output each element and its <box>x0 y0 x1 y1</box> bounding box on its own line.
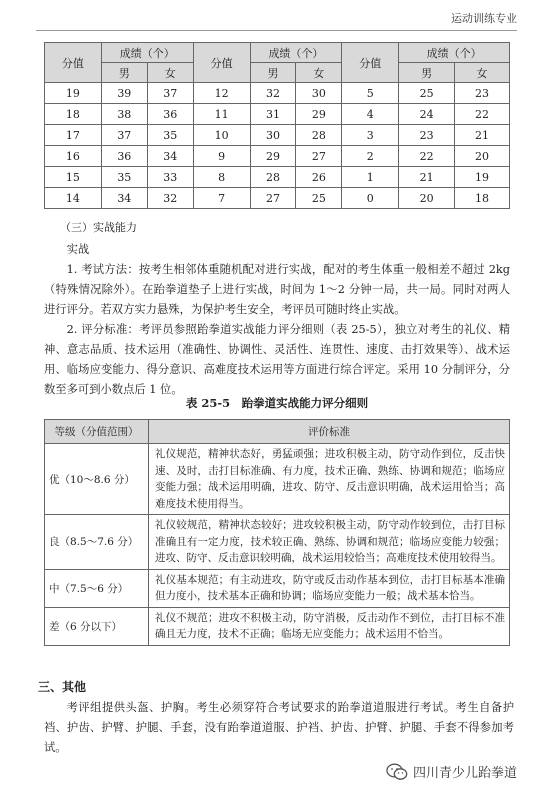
wechat-icon <box>386 763 408 781</box>
table-row <box>45 515 510 570</box>
table-cell: 19 <box>45 83 102 104</box>
table-cell: 36 <box>147 104 193 125</box>
female-header: 女 <box>455 63 510 83</box>
table-cell: 33 <box>147 167 193 188</box>
table-cell: 24 <box>399 104 455 125</box>
table-cell: 34 <box>147 146 193 167</box>
table-cell: 30 <box>296 83 342 104</box>
score-header: 分值 <box>342 43 399 83</box>
criteria-cell: 礼仪规范，精神状态好，勇猛顽强；进攻积极主动，防守动作到位，反击快速、及时，击打目标准确、有力度，技术正确、熟练、协调和规范；临场应变能力强；战术运用明确，进攻、防守、反击意识明确，战术运用恰当；高难度技术使用得当。 <box>149 444 510 515</box>
table-cell: 35 <box>147 125 193 146</box>
table-cell: 30 <box>250 125 296 146</box>
table-cell: 32 <box>147 188 193 209</box>
score-header: 分值 <box>193 43 250 83</box>
table-cell: 1 <box>342 167 399 188</box>
result-header: 成绩（个） <box>399 43 510 63</box>
table-cell: 3 <box>342 125 399 146</box>
paragraph-combat: 实战 <box>66 243 90 256</box>
paragraph-criteria: 2. 评分标准：考评员参照跆拳道实战能力评分细则（表 25-5），独立对考生的礼仪、精神、意志品质、技术运用（准确性、协调性、灵活性、连贯性、速度、击打效果等）、战术运用、临场应变能力、得分意识、高难度技术运用等方面进行综合评定。采用 10 分制评分，分数至多可到小数点后 1 位。 <box>44 323 510 396</box>
result-header: 成绩（个） <box>250 43 342 63</box>
watermark <box>382 760 521 783</box>
grade-header: 等级（分值范围） <box>45 420 149 444</box>
table-cell: 21 <box>399 167 455 188</box>
criteria-cell: 礼仪基本规范；有主动进攻，防守或反击动作基本到位，击打目标基本准确但力度小，技术基本正确和协调；临场应变能力一般；战术基本恰当。 <box>149 569 510 607</box>
table-row <box>45 188 510 209</box>
criteria-header: 评价标准 <box>149 420 510 444</box>
table-cell: 7 <box>193 188 250 209</box>
grade-cell: 差（6 分以下） <box>45 607 149 645</box>
evaluation-table <box>44 419 510 646</box>
table-cell: 5 <box>342 83 399 104</box>
running-header: 运动训练专业 <box>451 12 517 25</box>
criteria-cell: 礼仪较规范，精神状态较好；进攻较积极主动，防守动作较到位，击打目标准确且有一定力度，技术较正确、熟练、协调和规范；临场应变能力较强；进攻、防守、反击意识较明确，战术运用较恰当；高难度技术使用较得当。 <box>149 515 510 570</box>
table-cell: 2 <box>342 146 399 167</box>
evaluation-table-body <box>45 444 510 646</box>
table-cell: 12 <box>193 83 250 104</box>
table-cell: 19 <box>455 167 510 188</box>
table-cell: 14 <box>45 188 102 209</box>
table-cell: 18 <box>455 188 510 209</box>
table-cell: 26 <box>296 167 342 188</box>
table-cell: 29 <box>250 146 296 167</box>
score-table-body <box>45 83 510 209</box>
table-row <box>45 167 510 188</box>
female-header: 女 <box>147 63 193 83</box>
watermark-text: 四川青少儿跆拳道 <box>412 766 517 781</box>
table-cell: 25 <box>399 83 455 104</box>
table-cell: 38 <box>101 104 147 125</box>
paragraph-other: 考评组提供头盔、护胸。考生必须穿符合考试要求的跆拳道道服进行考试。考生自备护裆、护齿、护臂、护腿、手套，没有跆拳道道服、护裆、护齿、护臂、护腿、手套不得参加考试。 <box>44 701 514 754</box>
table-cell: 32 <box>250 83 296 104</box>
table-title: 表 25-5 跆拳道实战能力评分细则 <box>185 396 369 410</box>
table-cell: 28 <box>296 125 342 146</box>
table-cell: 25 <box>296 188 342 209</box>
male-header: 男 <box>399 63 455 83</box>
male-header: 男 <box>250 63 296 83</box>
table-row <box>45 104 510 125</box>
body-paragraphs <box>44 240 510 400</box>
table-cell: 20 <box>399 188 455 209</box>
subsection-heading: （三）实战能力 <box>60 221 137 234</box>
table-cell: 35 <box>101 167 147 188</box>
table-row <box>45 444 510 515</box>
table-cell: 23 <box>455 83 510 104</box>
table-cell: 37 <box>101 125 147 146</box>
criteria-cell: 礼仪不规范；进攻不积极主动，防守消极，反击动作不到位，击打目标不准确且无力度，技术不正确；临场无应变能力；战术运用不恰当。 <box>149 607 510 645</box>
male-header: 男 <box>101 63 147 83</box>
table-cell: 9 <box>193 146 250 167</box>
table-cell: 34 <box>101 188 147 209</box>
grade-cell: 中（7.5～6 分） <box>45 569 149 607</box>
score-header: 分值 <box>45 43 102 83</box>
grade-cell: 良（8.5～7.6 分） <box>45 515 149 570</box>
section3-body <box>44 698 514 758</box>
table-cell: 15 <box>45 167 102 188</box>
header-divider <box>36 30 517 31</box>
table-cell: 0 <box>342 188 399 209</box>
table-cell: 21 <box>455 125 510 146</box>
table-cell: 20 <box>455 146 510 167</box>
table-cell: 36 <box>101 146 147 167</box>
table-cell: 27 <box>250 188 296 209</box>
table-row <box>45 569 510 607</box>
table-cell: 37 <box>147 83 193 104</box>
table-row <box>45 607 510 645</box>
grade-cell: 优（10～8.6 分） <box>45 444 149 515</box>
score-table <box>44 42 510 209</box>
table-cell: 22 <box>455 104 510 125</box>
table-cell: 18 <box>45 104 102 125</box>
table-row <box>45 83 510 104</box>
table-cell: 28 <box>250 167 296 188</box>
table-cell: 29 <box>296 104 342 125</box>
table-cell: 17 <box>45 125 102 146</box>
table-cell: 31 <box>250 104 296 125</box>
result-header: 成绩（个） <box>101 43 193 63</box>
table-cell: 23 <box>399 125 455 146</box>
table-row <box>45 146 510 167</box>
table-cell: 16 <box>45 146 102 167</box>
table-cell: 11 <box>193 104 250 125</box>
table-cell: 27 <box>296 146 342 167</box>
female-header: 女 <box>296 63 342 83</box>
paragraph-method: 1. 考试方法：按考生相邻体重随机配对进行实战，配对的考生体重一般相差不超过 2kg（特殊情况除外）。在跆拳道垫子上进行实战，时间为 1～2 分钟一局，共一局。同时对两人进行评分。若双方实力悬殊，为保护考生安全，考评员可随时终止实战。 <box>44 263 510 316</box>
table-cell: 22 <box>399 146 455 167</box>
table-cell: 10 <box>193 125 250 146</box>
section-heading: 三、其他 <box>38 680 87 694</box>
table-cell: 8 <box>193 167 250 188</box>
table-row <box>45 125 510 146</box>
table-cell: 39 <box>101 83 147 104</box>
table-cell: 4 <box>342 104 399 125</box>
